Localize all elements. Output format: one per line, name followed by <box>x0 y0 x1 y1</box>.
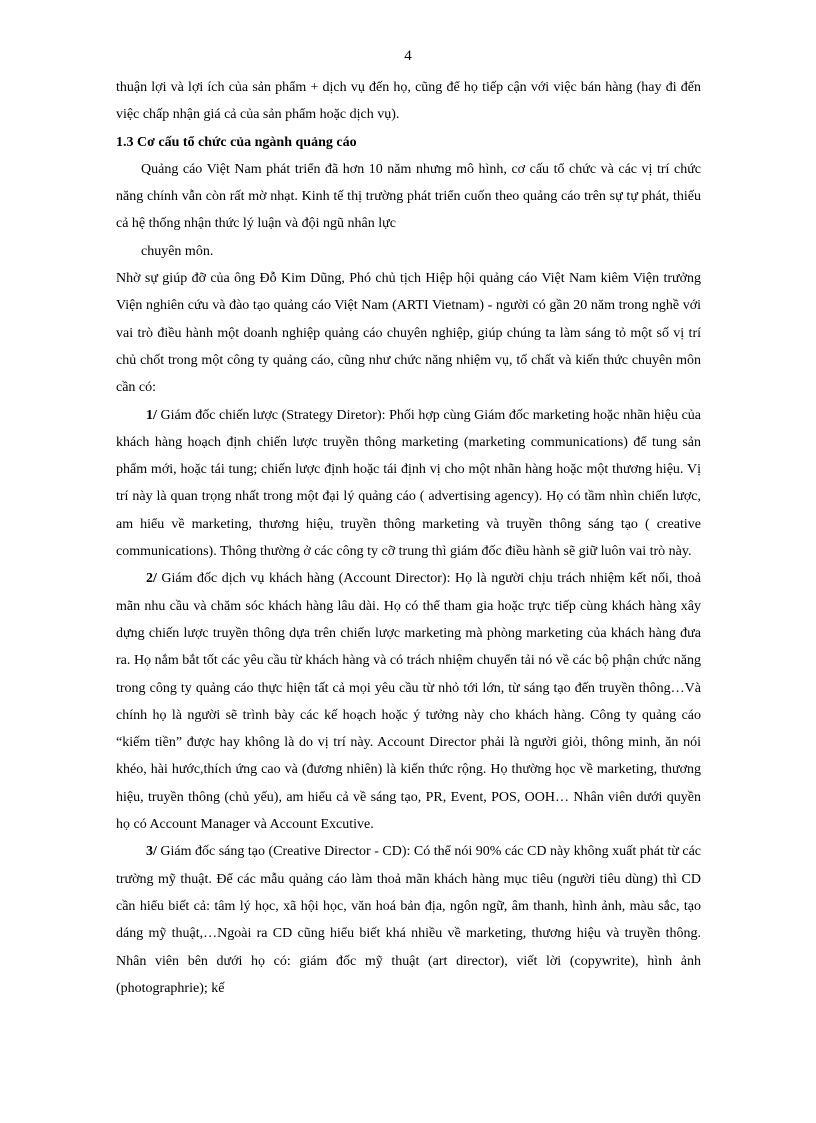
list-item-text: Giám đốc chiến lược (Strategy Diretor): Phối hợp cùng Giám đốc marketing hoặc nhãn hiệu của khách hàng hoạch định chiến lược truyền thông marketing (marketing communications) để tung sản phẩm mới, hoặc tái tung; chiến lược định hoặc tái định vị cho một nhãn hàng hoặc một thương hiệu. Vị trí này là quan trọng nhất trong một đại lý quảng cáo ( advertising agency). Họ có tầm nhìn chiến lược, am hiểu về marketing, thương hiệu, truyền thông marketing và truyền thông sáng tạo ( creative communications). Thông thường ở các công ty cỡ trung thì giám đốc điều hành sẽ giữ luôn vai trò này. <box>116 407 702 560</box>
section-heading: 1.3 Cơ cấu tổ chức của ngành quảng cáo <box>116 134 357 150</box>
list-item-text: Giám đốc dịch vụ khách hàng (Account Director): Họ là người chịu trách nhiệm kết nối, thoả mãn nhu cầu và chăm sóc khách hàng lâu dài. Họ có thể tham gia hoặc trực tiếp cùng khách hàng xây dựng chiến lược truyền thông dựa trên chiến lược marketing mà phòng marketing của khách hàng đưa ra. Họ nắm bắt tốt các yêu cầu từ khách hàng và có trách nhiệm chuyển tải nó về các bộ phận chức năng trong công ty quảng cáo thực hiện tất cả mọi yêu cầu từ nhỏ tới lớn, từ sáng tạo đến truyền thông…Và chính họ là người sẽ trình bày các kế hoạch hoặc ý tưởng này cho khách hàng. Công ty quảng cáo “kiếm tiền” được hay không là do vị trí này. Account Director phải là người giỏi, thông minh, ăn nói khéo, hài hước,thích ứng cao và (đương nhiên) là kiến thức rộng. Họ thường học về marketing, thương hiệu, truyền thông (chủ yếu), am hiểu cả về sáng tạo, PR, Event, POS, OOH… Nhân viên dưới quyền họ có Account Manager và Account Excutive. <box>116 571 701 833</box>
paragraph-overview-text: Quảng cáo Việt Nam phát triển đã hơn 10 năm nhưng mô hình, cơ cấu tổ chức và các vị trí chức năng chính vẫn còn rất mờ nhạt. Kinh tế thị trường phát triển cuốn theo quảng cáo trên sự tự phát, thiếu cả hệ thống nhận thức lý luận và đội ngũ nhân lực <box>116 161 701 232</box>
page-number: 4 <box>404 48 412 64</box>
paragraph-overview-tail: chuyên môn. <box>141 243 214 259</box>
list-item <box>116 838 701 1002</box>
list-item-number: 3/ <box>146 844 157 860</box>
intro-paragraph: thuận lợi và lợi ích của sản phẩm + dịch vụ đến họ, cũng để họ tiếp cận với việc bán hàng (hay đi đến việc chấp nhận giá cả của sản phẩm hoặc dịch vụ). <box>116 80 701 123</box>
list-item-number: 2/ <box>146 571 157 587</box>
paragraph-help: Nhờ sự giúp đỡ của ông Đỗ Kim Dũng, Phó chủ tịch Hiệp hội quảng cáo Việt Nam kiêm Viện trưởng Viện nghiên cứu và đào tạo quảng cáo Việt Nam (ARTI Vietnam) - người có gần 20 năm trong nghề với vai trò điều hành một doanh nghiệp quảng cáo chuyên nghiệp, giúp chúng ta làm sáng tỏ một số vị trí chủ chốt trong một công ty quảng cáo, cũng như chức năng nhiệm vụ, tố chất và kiến thức chuyên môn cần có: <box>116 271 701 396</box>
list-item-text: Giám đốc sáng tạo (Creative Director - CD): Có thể nói 90% các CD này không xuất phát từ các trường mỹ thuật. Để các mẫu quảng cáo làm thoả mãn khách hàng mục tiêu (người tiêu dùng) thì CD cần hiểu biết cả: tâm lý học, xã hội học, văn hoá bản địa, ngôn ngữ, âm thanh, hình ảnh, màu sắc, tạo dáng mỹ thuật,…Ngoài ra CD cũng hiểu biết khá nhiều về marketing, thương hiệu và truyền thông. Nhân viên bên dưới họ có: giám đốc mỹ thuật (art director), viết lời (copywrite), hình ảnh (photographrie); kế <box>116 844 702 996</box>
list-item <box>116 402 701 566</box>
document-body <box>116 74 701 1002</box>
list-item-number: 1/ <box>146 407 157 423</box>
paragraph-overview <box>116 156 701 238</box>
list-item <box>116 565 701 838</box>
